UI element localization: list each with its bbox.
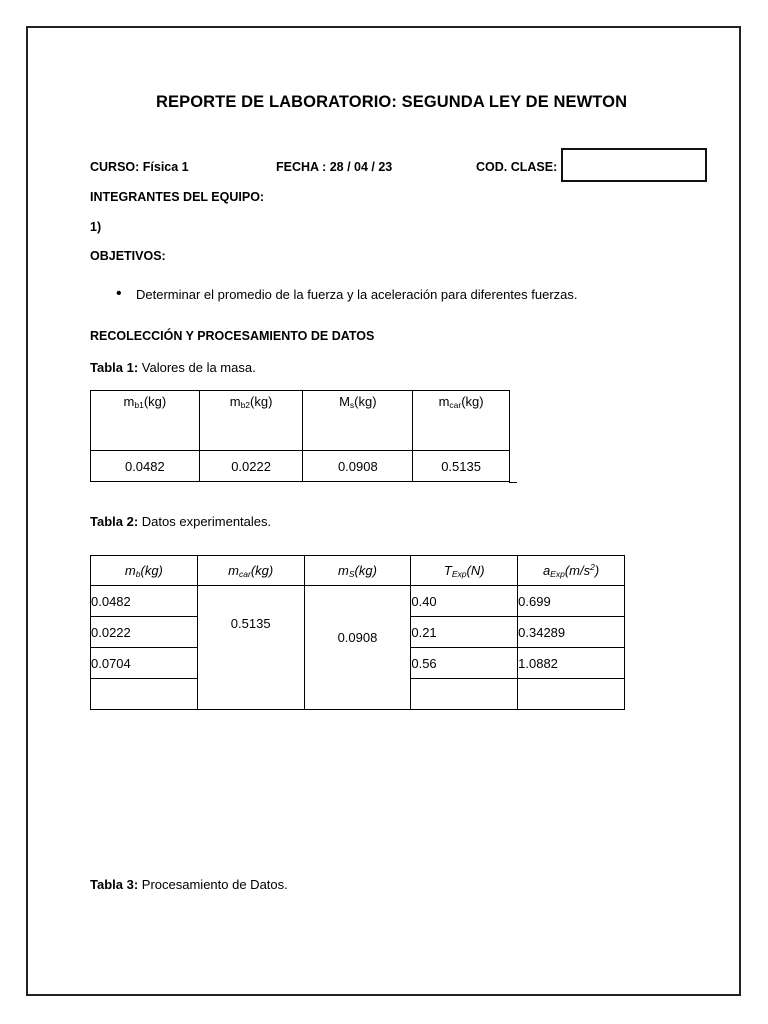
- table-rule-extension: [509, 482, 517, 483]
- tabla1-cell: 0.0482: [91, 451, 200, 482]
- tabla2-texp-cell: 0.56: [411, 648, 518, 679]
- tabla1-header-mcar: $m_{car}(kg)$: [413, 391, 510, 451]
- tabla3-caption-text: Procesamiento de Datos.: [138, 877, 288, 892]
- tabla2-texp-cell: 0.40: [411, 586, 518, 617]
- objetivos-label: OBJETIVOS:: [90, 249, 166, 263]
- tabla2-header-ms: $m_S(kg)$: [304, 556, 411, 586]
- tabla2-texp-cell: 0.21: [411, 617, 518, 648]
- tabla2-aexp-cell: 1.0882: [518, 648, 625, 679]
- document-page: [26, 26, 741, 996]
- tabla1-header-row: [91, 391, 510, 451]
- tabla2-header-mb: $m_b(kg)$: [91, 556, 198, 586]
- tabla2-aexp-cell: [518, 679, 625, 710]
- table-row: [91, 586, 625, 617]
- tabla1-caption: [90, 360, 256, 375]
- tabla2-mcar-value: 0.5135: [230, 616, 271, 631]
- tabla2-mb-cell: [91, 679, 198, 710]
- tabla1-cell: 0.0908: [303, 451, 413, 482]
- tabla1-value-row: [91, 451, 510, 482]
- tabla1: [90, 390, 510, 482]
- tabla1-header-mb1: $m_{b1}(kg)$: [91, 391, 200, 451]
- tabla2-mb-cell: 0.0704: [91, 648, 198, 679]
- tabla2-caption-bold: Tabla 2:: [90, 514, 139, 529]
- tabla2-aexp-cell: 0.699: [518, 586, 625, 617]
- tabla2-header-aexp: $a_{Exp}(m/s^2)$: [518, 556, 625, 586]
- tabla3-caption-bold: Tabla 3:: [90, 877, 139, 892]
- recoleccion-label: RECOLECCIÓN Y PROCESAMIENTO DE DATOS: [90, 329, 375, 343]
- integrante-1: 1): [90, 220, 102, 234]
- tabla2-ms-cell: [304, 586, 411, 710]
- tabla2-mb-cell: 0.0482: [91, 586, 198, 617]
- cod-clase-field[interactable]: [561, 148, 707, 182]
- tabla1-header-mb2: $m_{b2}(kg)$: [199, 391, 303, 451]
- tabla1-cell: 0.0222: [199, 451, 303, 482]
- cod-clase-label: COD. CLASE:: [476, 160, 558, 174]
- objetivo-1: Determinar el promedio de la fuerza y la aceleración para diferentes fuerzas.: [136, 287, 578, 302]
- tabla3-caption: [90, 877, 288, 892]
- tabla2-ms-value: 0.0908: [337, 630, 378, 645]
- fecha-label: FECHA : 28 / 04 / 23: [276, 160, 393, 174]
- curso-label: CURSO: Física 1: [90, 160, 189, 174]
- tabla1-caption-bold: Tabla 1:: [90, 360, 139, 375]
- tabla2-header-texp: $T_{Exp}(N)$: [411, 556, 518, 586]
- tabla1-header-ms: $M_s(kg)$: [303, 391, 413, 451]
- tabla2-mb-cell: 0.0222: [91, 617, 198, 648]
- page-title: REPORTE DE LABORATORIO: SEGUNDA LEY DE NEWTON: [156, 93, 628, 111]
- tabla1-caption-text: Valores de la masa.: [138, 360, 256, 375]
- tabla2-header-mcar: $m_{car}(kg)$: [197, 556, 304, 586]
- tabla2-caption-text: Datos experimentales.: [138, 514, 272, 529]
- bullet-icon: •: [116, 285, 122, 302]
- tabla2-caption: [90, 514, 271, 529]
- tabla2-aexp-cell: 0.34289: [518, 617, 625, 648]
- tabla1-cell: 0.5135: [413, 451, 510, 482]
- integrantes-label: INTEGRANTES DEL EQUIPO:: [90, 190, 265, 204]
- tabla2-mcar-cell: [197, 586, 304, 710]
- tabla2-header-row: [91, 556, 625, 586]
- tabla2-texp-cell: [411, 679, 518, 710]
- tabla2: [90, 555, 625, 710]
